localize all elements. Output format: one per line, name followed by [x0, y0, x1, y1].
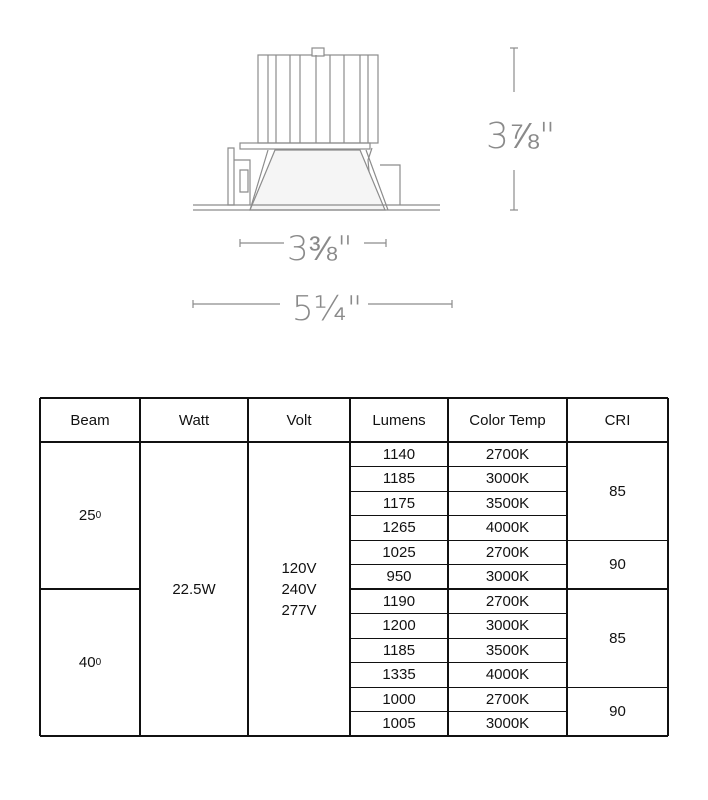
table-rule: [567, 687, 668, 688]
watt-cell: 22.5W: [172, 580, 216, 598]
table-rule: [40, 397, 668, 399]
table-rule: [567, 540, 668, 541]
header-color-temp: Color Temp: [469, 411, 546, 429]
table-rule: [39, 398, 41, 736]
cri-cell: 85: [609, 482, 626, 500]
volt-list: [281, 560, 316, 619]
table-rule: [350, 662, 567, 663]
outer-width-dimension-label: 5¼": [292, 289, 363, 329]
inner-width-dimension-label: 3⅜": [287, 229, 353, 269]
header-cri: CRI: [604, 411, 631, 429]
beam-angle-value: 40: [78, 654, 96, 671]
beam-angle-value: 25: [78, 507, 96, 524]
lumens-cell: 950: [386, 568, 412, 586]
volt-value: 120V: [281, 559, 317, 577]
beam-cell: 40 0: [78, 654, 102, 671]
table-rule: [40, 735, 668, 737]
table-rule: [350, 564, 567, 565]
height-dimension-label: 3⅞": [486, 116, 556, 157]
table-rule: [350, 540, 567, 541]
table-rule: [447, 398, 448, 736]
table-rule: [40, 441, 668, 442]
lumens-cell: 1185: [382, 470, 416, 488]
table-rule: [350, 711, 567, 712]
lumens-cell: 1005: [382, 715, 416, 733]
beam-cell: 25 0: [78, 507, 102, 524]
table-rule: [667, 398, 669, 736]
lumens-cell: 1265: [382, 519, 416, 537]
table-rule: [350, 588, 668, 589]
lumens-cell: 1025: [382, 543, 416, 561]
lumens-cell: 1140: [382, 445, 416, 463]
lumens-cell: 1335: [382, 666, 416, 684]
fixture-dimension-drawing: [0, 0, 708, 360]
color-temp-cell: 3500K: [485, 494, 530, 512]
header-watt: Watt: [178, 411, 210, 429]
table-rule: [350, 638, 567, 639]
lumens-cell: 1000: [382, 690, 416, 708]
color-temp-cell: 2700K: [485, 592, 530, 610]
cri-cell: 90: [609, 703, 626, 720]
volt-cell: [248, 442, 350, 736]
color-temp-cell: 3500K: [485, 641, 530, 659]
color-temp-cell: 2700K: [485, 690, 530, 708]
table-rule: [40, 588, 140, 589]
header-volt: Volt: [286, 411, 312, 429]
table-rule: [566, 398, 567, 736]
spec-table: [40, 398, 668, 736]
volt-value: 240V: [281, 580, 317, 598]
table-rule: [349, 398, 350, 736]
cri-cell: 85: [609, 629, 626, 647]
table-rule: [350, 515, 567, 516]
color-temp-cell: 3000K: [485, 568, 530, 586]
table-rule: [350, 491, 567, 492]
color-temp-cell: 4000K: [485, 519, 530, 537]
table-rule: [247, 398, 248, 736]
lumens-cell: 1190: [382, 592, 416, 610]
color-temp-cell: 2700K: [485, 543, 530, 561]
table-rule: [139, 398, 140, 736]
lumens-cell: 1175: [382, 494, 416, 512]
fixture-outline: [193, 48, 440, 210]
color-temp-cell: 4000K: [485, 666, 530, 684]
table-rule: [350, 613, 567, 614]
header-beam: Beam: [70, 411, 110, 429]
color-temp-cell: 3000K: [485, 470, 530, 488]
cri-cell: 90: [609, 556, 626, 573]
table-rule: [350, 466, 567, 467]
color-temp-cell: 3000K: [485, 617, 530, 635]
lumens-cell: 1200: [382, 617, 416, 635]
header-lumens: Lumens: [372, 411, 426, 429]
lumens-cell: 1185: [382, 641, 416, 659]
color-temp-cell: 3000K: [485, 715, 530, 733]
volt-value: 277V: [281, 601, 317, 619]
color-temp-cell: 2700K: [485, 445, 530, 463]
table-rule: [350, 687, 567, 688]
